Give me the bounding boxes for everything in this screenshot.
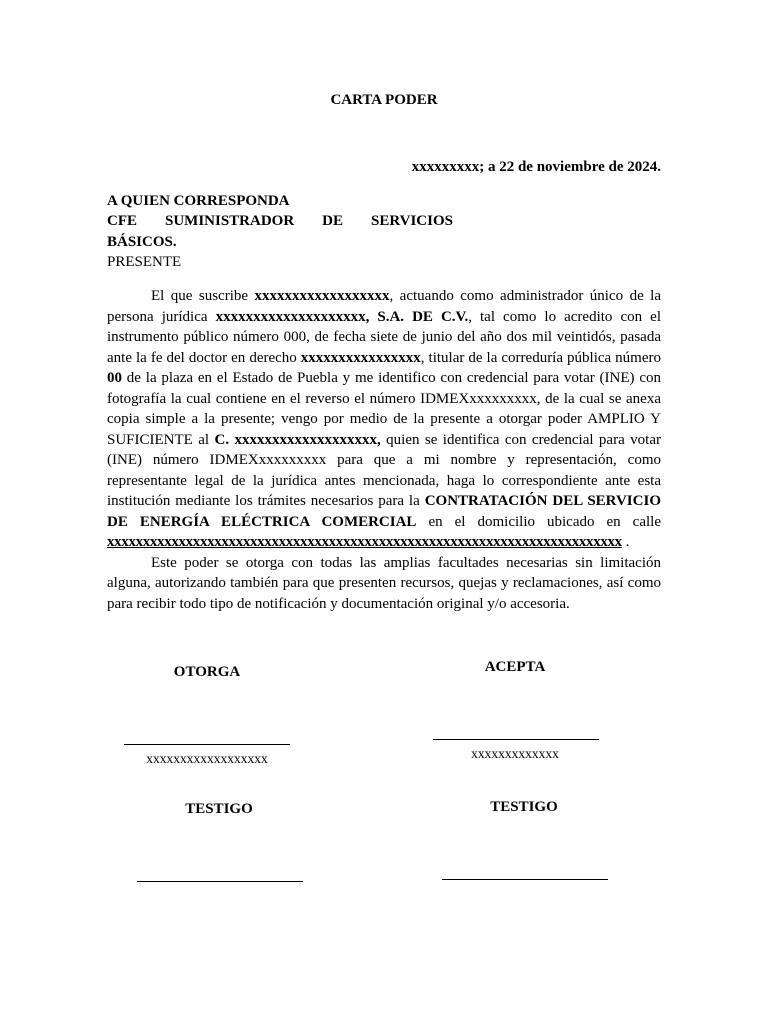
otorga-label: OTORGA [173,664,241,680]
notary-number: 00 [107,370,122,386]
text-run: , actuando como administrador único de la persona jurídica [107,288,661,325]
addressee-word: SERVICIOS [370,213,453,229]
document-title: CARTA PODER [330,92,438,108]
addressee-word: CFE [107,213,137,229]
notary-name: xxxxxxxxxxxxxxxx [300,349,421,366]
acepta-signature-line [433,739,599,740]
date-line: xxxxxxxxx; a 22 de noviembre de 2024. [411,159,661,175]
acepta-label: ACEPTA [484,659,546,675]
letter-body [107,286,661,614]
attorney-name: C. xxxxxxxxxxxxxxxxxxx, [214,431,381,448]
testigo-label-1: TESTIGO [185,801,253,817]
grantor-name: xxxxxxxxxxxxxxxxxx [254,288,390,304]
text-run: quien se identifica con credencial para votar (INE) número IDMEXxxxxxxxxx para que a mi nombre y representación, como representante legal de la jurídica antes mencionada, haga lo correspondiente ante esta institución mediante los trámites necesarios para la [107,431,661,509]
text-run: de la plaza en el Estado de Puebla y me identifico con credencial para votar (INE) con fotografía la cual contiene en el reverso el número IDMEXxxxxxxxxx, de la cual se anexa copia simple a la presente; vengo por medio de la presente a otorgar poder AMPLIO Y SUFICIENTE al [107,370,661,448]
addressee-line-4: PRESENTE [107,254,182,270]
testigo-label-2: TESTIGO [490,799,558,815]
otorga-name: xxxxxxxxxxxxxxxxxx [146,751,268,766]
testigo-1-signature-line [137,881,303,882]
paragraph-1 [107,286,661,553]
text-run: , titular de la correduría pública número [420,349,661,366]
addressee-word: DE [322,213,343,229]
text-run: en el domicilio ubicado en calle [416,513,661,530]
text-run: El que suscribe [151,288,255,304]
addressee-word: SUMINISTRADOR [164,213,295,229]
addressee-line-3: BÁSICOS. [107,234,177,250]
text-run: . [621,534,630,550]
address-placeholder: xxxxxxxxxxxxxxxxxxxxxxxxxxxxxxxxxxxxxxxxxxxxxxxxxxxxxxxxxxxxxxxxxxxxxxxx [107,534,622,550]
addressee-line-2 [107,211,453,232]
addressee-line-1: A QUIEN CORRESPONDA [107,193,290,209]
otorga-signature-line [124,744,290,745]
text-run: , tal como lo acredito con el instrumento público número 000, de fecha siete de junio del año dos mil veintidós, pasada ante la fe del doctor en derecho [107,308,661,366]
testigo-2-signature-line [442,879,608,880]
paragraph-2: Este poder se otorga con todas las amplias facultades necesarias sin limitación alguna, autorizando también para que presenten recursos, quejas y reclamaciones, así como para recibir todo tipo de notificación y documentación original y/o accesoria. [107,554,661,612]
company-name: xxxxxxxxxxxxxxxxxxxx, S.A. DE C.V. [215,308,469,325]
acepta-name: xxxxxxxxxxxxx [471,746,559,761]
service-name: CONTRATACIÓN DEL SERVICIO DE ENERGÍA ELÉCTRICA COMERCIAL [107,493,661,530]
